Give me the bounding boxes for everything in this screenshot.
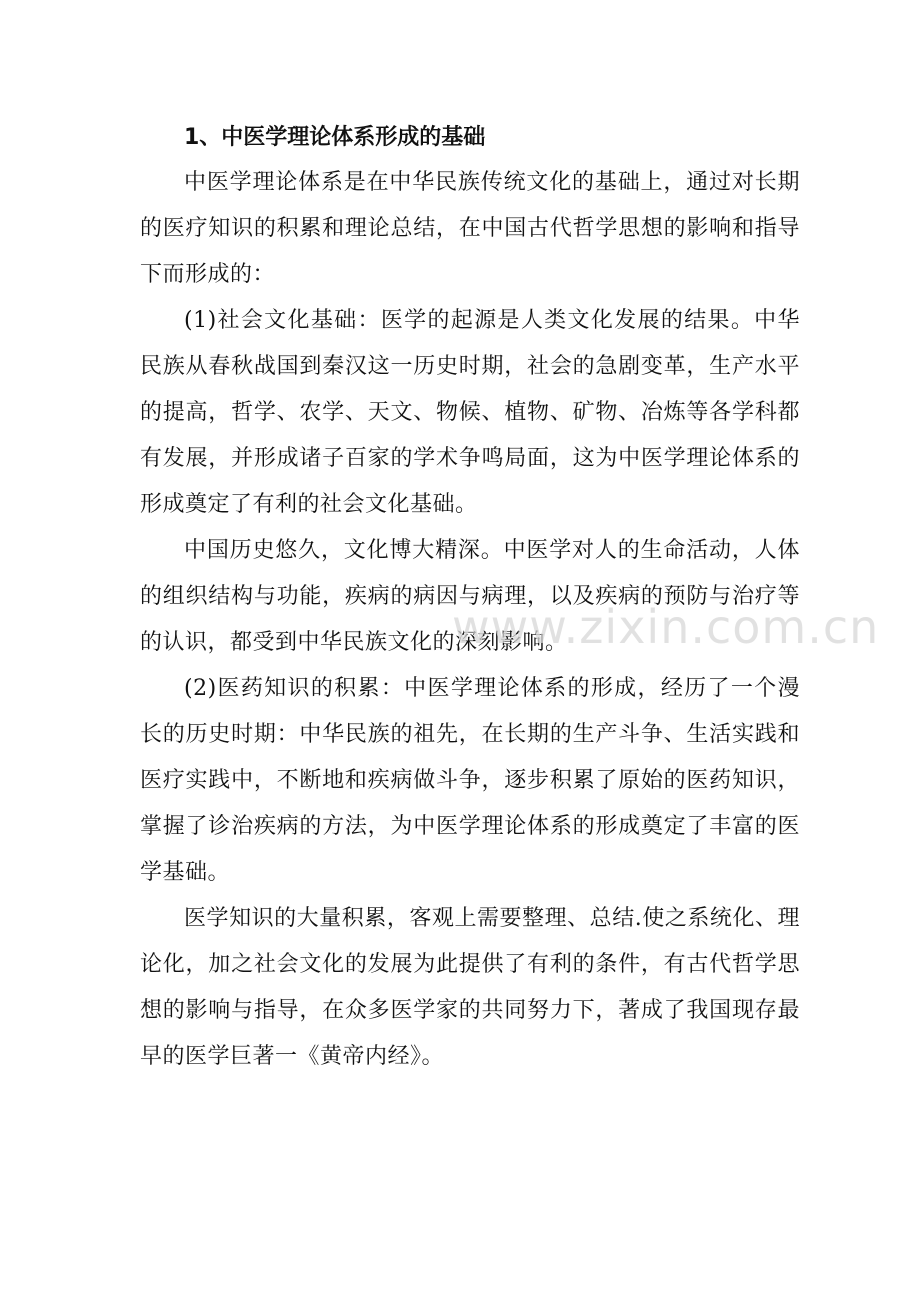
paragraph-medical-knowledge: (2)医药知识的积累：中医学理论体系的形成，经历了一个漫长的历史时期：中华民族的祖先，在长期的生产斗争、生活实践和医疗实践中，不断地和疾病做斗争，逐步积累了原始的医药知识，掌握了诊治疾病的方法，为中医学理论体系的形成奠定了丰富的医学基础。 — [140, 676, 800, 885]
document-body — [140, 116, 800, 1080]
paragraph-huangdi-neijing: 医学知识的大量积累，客观上需要整理、总结.使之系统化、理论化，加之社会文化的发展为此提供了有利的条件，有古代哲学思想的影响与指导，在众多医学家的共同努力下，著成了我国现存最早的医学巨著一《黄帝内经》。 — [140, 906, 800, 1069]
section-heading: 1、中医学理论体系形成的基础 — [184, 125, 486, 150]
paragraph-intro: 中医学理论体系是在中华民族传统文化的基础上，通过对长期的医疗知识的积累和理论总结，在中国古代哲学思想的影响和指导下而形成的： — [140, 170, 800, 287]
paragraph-social-culture: (1)社会文化基础：医学的起源是人类文化发展的结果。中华民族从春秋战国到秦汉这一历史时期，社会的急剧变革，生产水平的提高，哲学、农学、天文、物候、植物、矿物、冶炼等各学科都有发展，并形成诸子百家的学术争鸣局面，这为中医学理论体系的形成奠定了有利的社会文化基础。 — [140, 308, 800, 517]
watermark-text: www.zixin.com.cn — [452, 600, 880, 654]
paragraph-history-culture: 中国历史悠久，文化博大精深。中医学对人的生命活动，人体的组织结构与功能，疾病的病因与病理，以及疾病的预防与治疗等的认识，都受到中华民族文化的深刻影响。 — [140, 538, 800, 655]
